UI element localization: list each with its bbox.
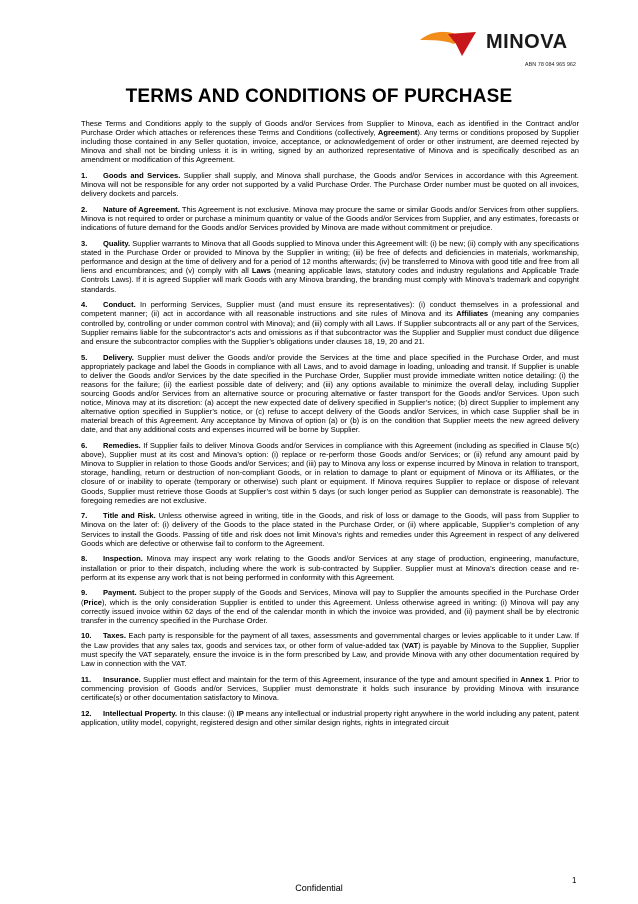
clause-3 bbox=[81, 239, 579, 294]
clause-text: Each party is responsible for the payment of all taxes, assessments and governmental charges or levies applicable to it under Law. If the Law provides that any sales tax, goods and services tax, or other form of value-added tax ( bbox=[81, 631, 579, 650]
abn-number: ABN 78 084 965 962 bbox=[524, 62, 576, 68]
clause-text: In performing Services, Supplier must (and must ensure its representatives): (i) conduct themselves in a professional and competent manner; (ii) act in accordance with all reasonable instructions and site rules of Minova and its bbox=[81, 300, 579, 319]
clause-text: Supplier shall supply, and Minova shall purchase, the Goods and/or Services in accordance with this Agreement. Minova will not be responsible for any order not supported by a valid Purchase Order. The Purchase Order number must be quoted on all invoices, delivery dockets and parcels. bbox=[81, 171, 579, 199]
clause-text-2: ), which is the only consideration Supplier is entitled to under this Agreement. Unless otherwise agreed in writing: (i) Minova will pay any correctly issued invoice within 62 days of the end of the calendar month in which the invoice was provided, and (ii) payment shall be by electronic transfer in the currency specified in the Purchase Order. bbox=[81, 597, 579, 625]
minova-logo-mark-icon bbox=[418, 28, 480, 58]
clause-text: In this clause: (i) bbox=[177, 708, 237, 718]
clause-text: Subject to the proper supply of the Goods and Services, Minova will pay to Supplier the amounts specified in the Purchase Order ( bbox=[81, 588, 579, 607]
clause-number: 11. bbox=[81, 674, 92, 684]
clause-heading: Quality. bbox=[103, 239, 131, 249]
clause-text: Minova may inspect any work relating to the Goods and/or Services at any stage of production, engineering, manufacture, installation or prior to their dispatch, including where the work is sub-contracted by Supplier. Supplier must at Minova’s direction cease and re-perform at its expense any work that is not being performed in conformity with this Agreement. bbox=[81, 554, 579, 582]
clause-defined-term: Laws bbox=[251, 266, 271, 276]
clause-5 bbox=[81, 353, 579, 435]
clause-number: 3. bbox=[81, 239, 88, 249]
clause-text: If Supplier fails to deliver Minova Goods and/or Services in compliance with this Agreement (including as specified in Clause 5(c) above), Supplier must at its cost and Minova’s option: (i) replace or re-perform those Goods and/or Services; or (ii) refund any amount paid by Minova to Supplier in relation to those Goods and/or Services; and (iii) pay to Minova any loss or expense incurred by Minova in relation to transport, storage, handling, return or destruction of non-compliant Goods, or in relation to damage to plant or equipment of Minova or its Affiliates, or the closure of or inability to operate (temporary or otherwise) such plant or equipment. If Minova requires Supplier to replace or dispose of relevant Goods, Supplier must retrieve those Goods at Supplier’s cost within 5 days (or such longer period as Supplier can demonstrate is reasonable). The foregoing remedies are not exclusive. bbox=[81, 441, 579, 505]
clause-heading: Taxes. bbox=[103, 631, 126, 641]
clause-defined-term: Price bbox=[83, 597, 102, 607]
clause-6 bbox=[81, 441, 579, 505]
intro-text: These Terms and Conditions apply to the supply of Goods and/or Services from Supplier to Minova, each as identified in the Contract and/or Purchase Order which attaches or references these Terms and Conditions (collectively, bbox=[81, 119, 579, 138]
clause-heading: Delivery. bbox=[103, 352, 134, 362]
clause-heading: Title and Risk. bbox=[103, 511, 156, 521]
clause-defined-term: VAT bbox=[404, 640, 419, 650]
clause-1 bbox=[81, 171, 579, 198]
clause-text: Supplier must effect and maintain for the term of this Agreement, insurance of the type and amount specified in bbox=[140, 674, 521, 684]
clause-defined-term: Affiliates bbox=[456, 309, 489, 319]
document-body bbox=[81, 119, 579, 733]
clause-8 bbox=[81, 554, 579, 581]
clause-heading: Payment. bbox=[103, 588, 137, 598]
page-title: TERMS AND CONDITIONS OF PURCHASE bbox=[125, 86, 513, 107]
intro-paragraph bbox=[81, 119, 579, 164]
clause-number: 12. bbox=[81, 708, 92, 718]
clause-text: Supplier must deliver the Goods and/or provide the Services at the time and place specified in the Purchase Order, and must appropriately package and label the Goods in compliance with all Laws, and to avoid damage in loading, unloading and transit. If Supplier is unable to deliver the Goods and/or Services by the date specified in the Purchase Order, Supplier must provide immediate written notice detailing: (i) the reasons for the failure; (ii) the earliest possible date of delivery; and (iii) any options available to minimize the overall delay, including Supplier sourcing Goods and/or Services from an alternative source or procuring alternative or faster transport for the Goods and/or Services. Upon such notice, Minova may at its discretion: (a) accept the new expected date of delivery specified in Supplier’s notice; (b) direct Supplier to implement any alternative option specified in Supplier’s notice, or (c) refuse to accept delivery of the Goods and/or Services, in which case Supplier shall be in material breach of this Agreement. Any acceptance by Minova of option (a) or (b) is on the condition that Supplier meets the new agreed delivery date, and that any additional costs and expenses incurred will be borne by Supplier. bbox=[81, 352, 579, 435]
clause-7 bbox=[81, 511, 579, 547]
clause-number: 9. bbox=[81, 588, 88, 598]
clause-text-2: means any intellectual or industrial property right anywhere in the world including any patent, patent application, utility model, copyright, registered design and other similar design rights, rights in integrated circuit bbox=[81, 708, 580, 727]
clause-heading: Remedies. bbox=[103, 441, 141, 451]
clause-heading: Intellectual Property. bbox=[103, 708, 178, 718]
page-number: 1 bbox=[572, 876, 577, 885]
clause-number: 5. bbox=[81, 352, 88, 362]
clause-number: 7. bbox=[81, 511, 88, 521]
clause-number: 1. bbox=[81, 171, 88, 181]
intro-agreement-term: Agreement bbox=[377, 128, 418, 138]
clause-number: 6. bbox=[81, 441, 88, 451]
clause-number: 2. bbox=[81, 205, 88, 215]
clause-text-2: . Prior to commencing provision of Goods and/or Services, Supplier must demonstrate it holds such insurance by providing Minova with insurance certificate(s) or other documentation satisfactory to Minova. bbox=[81, 674, 579, 702]
clause-text-2: ) is payable by Minova to the Supplier, Supplier must specify the VAT separately, ensure the invoice is in the form prescribed by Law, and provide Minova with any other documentation required by Law in connection with the VAT. bbox=[81, 640, 579, 668]
clause-text-2: (meaning applicable laws, statutory codes and industry regulations and Applicable Trade Controls Laws). If it is agreed Supplier will mark Goods with any Minova branding, the branding must comply with Minova’s trademark and copyright standards. bbox=[81, 266, 579, 294]
clause-text: This Agreement is not exclusive. Minova may procure the same or similar Goods and/or Services from other suppliers. Minova is not required to order or purchase a minimum quantity or value of the Goods and/or Services from Supplier, and any estimates, forecasts or indications of future demand for the Goods and/or Services provided by Minova are made without commitment or prejudice. bbox=[81, 205, 579, 233]
clause-heading: Conduct. bbox=[103, 300, 136, 310]
clause-defined-term: Annex 1 bbox=[520, 674, 550, 684]
clause-12 bbox=[81, 709, 579, 727]
clause-number: 10. bbox=[81, 631, 92, 641]
footer-confidential: Confidential bbox=[295, 883, 343, 893]
clause-heading: Goods and Services. bbox=[103, 171, 181, 181]
clause-2 bbox=[81, 205, 579, 232]
logo-wordmark: MINOVA bbox=[486, 31, 568, 53]
clause-10 bbox=[81, 631, 579, 667]
clause-text: Supplier warrants to Minova that all Goods supplied to Minova under this Agreement will: (i) be new; (ii) comply with any specifications stated in the Purchase Order or provided to Minova by the Supplier in writing; (iii) be free of defects and deficiencies in materials, workmanship, performance and design at the time of delivery and for a period of 12 months afterwards; (iv) be transferred to Minova with good title and free from all liens and encumbrances; and (v) comply with all bbox=[81, 239, 579, 276]
clause-number: 4. bbox=[81, 300, 88, 310]
clause-4 bbox=[81, 300, 579, 345]
minova-logo bbox=[418, 28, 578, 58]
clause-9 bbox=[81, 588, 579, 624]
clause-heading: Nature of Agreement. bbox=[103, 205, 180, 215]
clause-heading: Insurance. bbox=[103, 674, 141, 684]
clause-11 bbox=[81, 675, 579, 702]
clause-defined-term: IP bbox=[236, 708, 244, 718]
clause-text-2: (meaning any companies controlled by, controlling or under common control with Minova); and (iii) comply with all Laws. If Supplier subcontracts all or any part of the Services, Supplier remains liable for the subcontractor’s acts and omissions as if that subcontractor was the Supplier and Supplier must conduct due diligence and ensure the subcontractor complies with the Supplier’s obligations under clauses 18, 19, 20 and 21. bbox=[81, 309, 579, 346]
intro-text-2: ). Any terms or conditions proposed by Supplier including those contained in any Seller quotation, invoice, acceptance, or acknowledgement of order or other instrument, are deemed rejected by Minova and shall not be binding unless it is in writing, signed by an authorized representative of Minova and is specifically described as an amendment or modification of this Agreement. bbox=[81, 128, 579, 165]
clause-heading: Inspection. bbox=[103, 554, 143, 564]
clause-number: 8. bbox=[81, 554, 88, 564]
clause-text: Unless otherwise agreed in writing, title in the Goods, and risk of loss or damage to the Goods, will pass from Supplier to Minova on the later of: (i) delivery of the Goods to the place stated in the Purchase Order, or (ii) where applicable, Supplier’s completion of any Services to install the Goods. Passing of title and risk does not limit Minova’s rights and remedies under this Agreement in respect of any delivered Goods which are defective or otherwise fail to conform to the Agreement. bbox=[81, 511, 579, 548]
